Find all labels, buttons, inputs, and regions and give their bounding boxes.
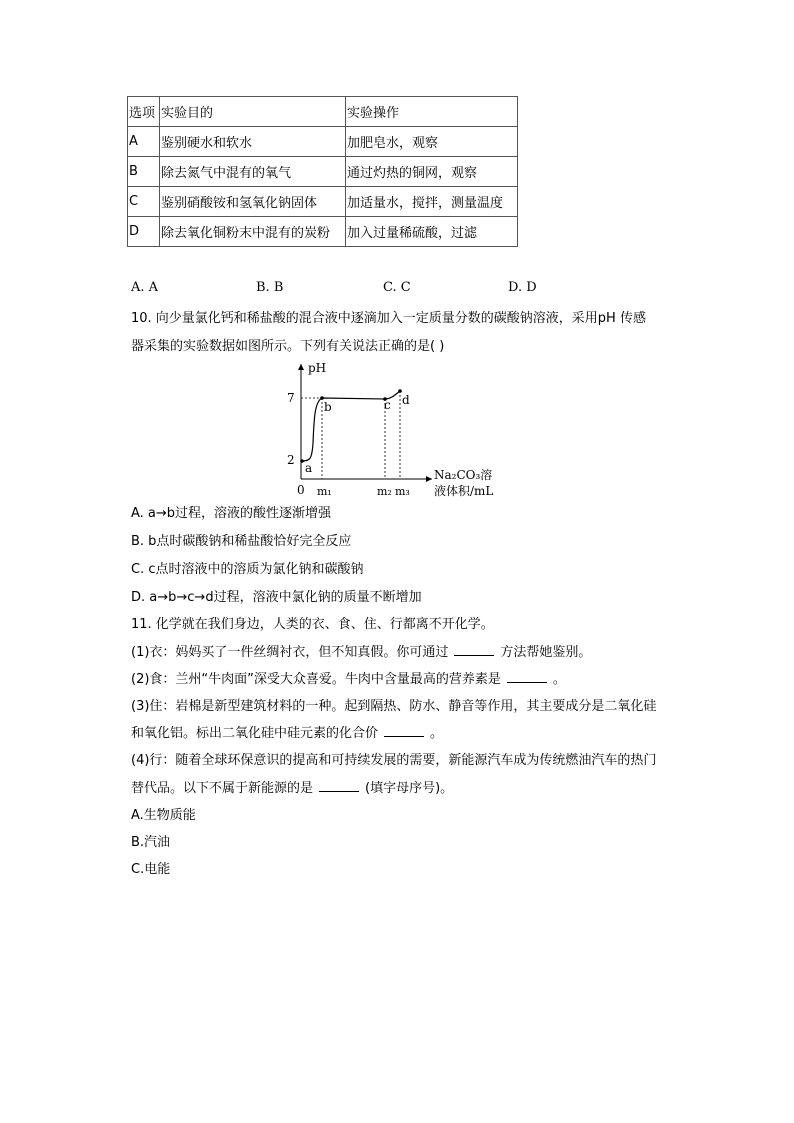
- table-cell: 加入过量稀硫酸，过滤: [346, 217, 518, 247]
- q9-choice-d[interactable]: D. D: [508, 280, 537, 295]
- answer-blank[interactable]: [319, 780, 359, 792]
- answer-blank[interactable]: [507, 671, 547, 683]
- point-label-b: b: [324, 400, 332, 414]
- q11-part3-text: 。: [430, 726, 444, 741]
- point-label-a: a: [305, 461, 313, 475]
- table-cell: 加肥皂水，观察: [346, 127, 518, 157]
- point-a: [300, 459, 304, 463]
- q11-option-a[interactable]: A.生物质能: [131, 808, 196, 823]
- table-header-row: [128, 97, 518, 127]
- q11-part1-text: (1)衣：妈妈买了一件丝绸衬衣，但不知真假。你可通过: [131, 645, 449, 660]
- table-cell: 加适量水，搅拌，测量温度: [346, 187, 518, 217]
- q11-part2-text: 。: [552, 672, 566, 687]
- table-header-cell: 实验目的: [160, 97, 346, 127]
- table-cell: A: [128, 127, 160, 157]
- x-axis-label-line2: 液体积/mL: [434, 484, 494, 498]
- table-cell: 鉴别硬水和软水: [160, 127, 346, 157]
- table-cell: 通过灼热的铜网，观察: [346, 157, 518, 187]
- answer-blank[interactable]: [384, 725, 424, 737]
- y-tick-2: 2: [287, 453, 295, 467]
- ph-chart: [280, 358, 520, 500]
- q10-stem-line2: 器采集的实验数据如图所示。下列有关说法正确的是( ): [131, 339, 445, 354]
- q11-part3-line2: [131, 722, 443, 741]
- table-cell: 除去氮气中混有的氧气: [160, 157, 346, 187]
- q10-option-c[interactable]: C. c点时溶液中的溶质为氯化钠和碳酸钠: [131, 562, 364, 577]
- experiment-table: [127, 96, 518, 247]
- q10-option-d[interactable]: D. a→b→c→d过程，溶液中氯化钠的质量不断增加: [131, 590, 422, 605]
- x-tick-m2: m₂: [377, 485, 392, 498]
- q11-part4-text: (填字母序号)。: [365, 781, 454, 796]
- q10-option-b[interactable]: B. b点时碳酸钠和稀盐酸恰好完全反应: [131, 534, 352, 549]
- q11-option-b[interactable]: B.汽油: [131, 835, 171, 850]
- answer-blank[interactable]: [454, 644, 494, 656]
- table-cell: D: [128, 217, 160, 247]
- point-label-c: c: [384, 398, 391, 412]
- q11-part4-line1: (4)行：随着全球环保意识的提高和可持续发展的需要，新能源汽车成为传统燃油汽车的热门: [131, 753, 657, 768]
- q11-part4-text: 替代品。以下不属于新能源的是: [131, 781, 314, 796]
- table-cell: 除去氧化铜粉末中混有的炭粉: [160, 217, 346, 247]
- q11-part2: [131, 668, 566, 687]
- q11-part1: [131, 641, 591, 660]
- table-cell: B: [128, 157, 160, 187]
- table-header-cell: 实验操作: [346, 97, 518, 127]
- q11-stem: 11. 化学就在我们身边，人类的衣、食、住、行都离不开化学。: [131, 617, 494, 632]
- origin-label: 0: [297, 483, 305, 497]
- q9-choice-c[interactable]: C. C: [383, 280, 411, 295]
- q11-part3-line1: (3)住：岩棉是新型建筑材料的一种。起到隔热、防水、静音等作用，其主要成分是二氧化硅: [131, 699, 657, 714]
- table-row: [128, 217, 518, 247]
- q11-option-c[interactable]: C.电能: [131, 862, 171, 877]
- x-tick-m1: m₁: [317, 485, 332, 498]
- q11-part1-text: 方法帮她鉴别。: [500, 645, 592, 660]
- table-header-cell: 选项: [128, 97, 160, 127]
- x-tick-m3: m₃: [395, 485, 410, 498]
- y-tick-7: 7: [287, 391, 295, 405]
- table-cell: 鉴别硝酸铵和氢氧化钠固体: [160, 187, 346, 217]
- table-row: [128, 127, 518, 157]
- table-cell: C: [128, 187, 160, 217]
- table-row: [128, 157, 518, 187]
- q9-choice-b[interactable]: B. B: [256, 280, 284, 295]
- q11-part4-line2: [131, 777, 453, 796]
- q10-option-a[interactable]: A. a→b过程，溶液的酸性逐渐增强: [131, 506, 332, 521]
- q11-part3-text: 和氧化铝。标出二氧化硅中硅元素的化合价: [131, 726, 379, 741]
- point-label-d: d: [402, 393, 410, 407]
- y-axis-label: pH: [308, 361, 327, 375]
- table-row: [128, 187, 518, 217]
- q10-stem-line1: 10. 向少量氯化钙和稀盐酸的混合液中逐滴加入一定质量分数的碳酸钠溶液，采用pH 传感: [131, 311, 646, 326]
- q11-part2-text: (2)食：兰州“牛肉面”深受大众喜爱。牛肉中含量最高的营养素是: [131, 672, 501, 687]
- q9-choice-a[interactable]: A. A: [131, 280, 159, 295]
- x-axis-label-line1: Na₂CO₃溶: [434, 468, 493, 482]
